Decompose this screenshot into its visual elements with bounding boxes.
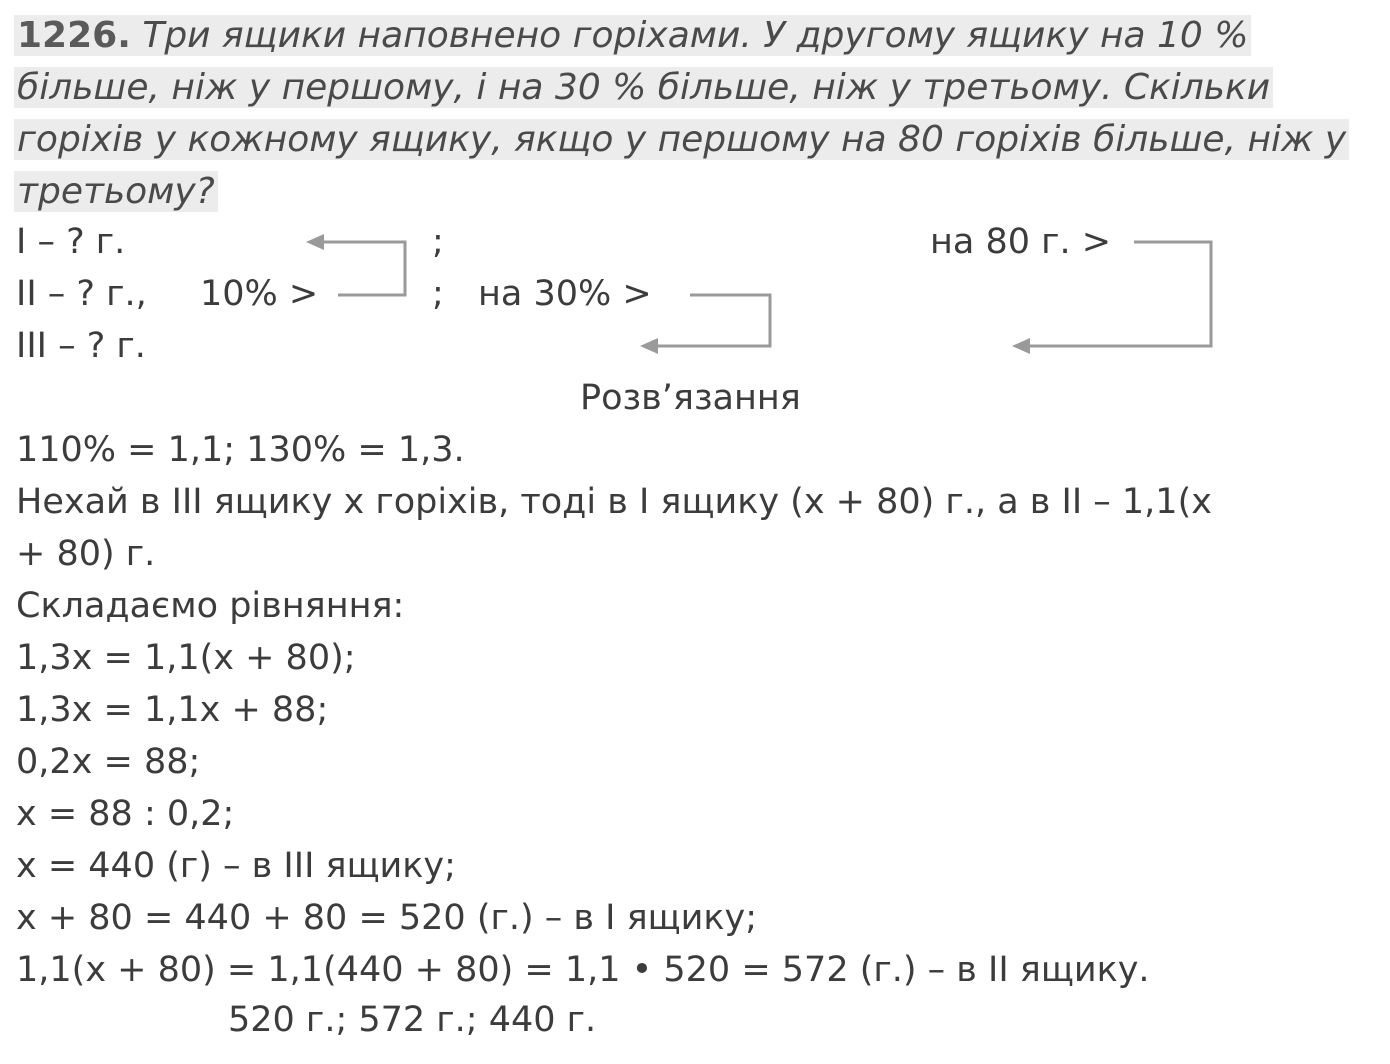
arrowhead-30-percent — [640, 338, 658, 354]
solution-line-1: 110% = 1,1; 130% = 1,3. — [16, 430, 465, 470]
solution-line-11: 1,1(х + 80) = 1,1(440 + 80) = 1,1 • 520 = 572 (г.) – в II ящику. — [16, 950, 1150, 990]
solution-line-7: 0,2х = 88; — [16, 742, 201, 782]
solution-line-2: Нехай в III ящику х горіхів, тоді в I ящику (х + 80) г., а в II – 1,1(х — [16, 482, 1212, 522]
scheme-row-3: III – ? г. — [16, 326, 146, 366]
arrow-30-percent — [656, 295, 770, 346]
scheme-semicolon-2: ; — [432, 274, 444, 314]
scheme-label-10-percent: 10% > — [200, 274, 319, 314]
solution-line-3: + 80) г. — [16, 534, 156, 574]
problem-number: 1226. — [17, 15, 131, 56]
solution-line-8: х = 88 : 0,2; — [16, 794, 235, 834]
scheme-row-2: II – ? г., — [16, 274, 147, 314]
solution-line-9: х = 440 (г) – в III ящику; — [16, 846, 456, 886]
scheme-label-30-percent: на 30% > — [478, 274, 652, 314]
problem-text: Три ящики наповнено горіхами. У другому ящику на 10 % більше, ніж у першому, і на 30 % більше, ніж у третьому. Скільки горіхів у кожному ящику, якщо у першому на 80 горіхів більше, ніж у третьому? — [17, 15, 1347, 212]
solution-line-5: 1,3х = 1,1(х + 80); — [16, 638, 356, 678]
scheme-label-80: на 80 г. > — [930, 222, 1112, 262]
arrow-80 — [1028, 242, 1211, 346]
arrowhead-10-percent — [306, 234, 324, 250]
scheme-semicolon-1: ; — [432, 222, 444, 262]
scheme-row-1: I – ? г. — [16, 222, 126, 262]
solution-line-4: Складаємо рівняння: — [16, 586, 405, 626]
arrowhead-80 — [1012, 338, 1030, 354]
solution-answer: 520 г.; 572 г.; 440 г. — [228, 1000, 597, 1040]
solution-heading: Розв’язання — [580, 378, 801, 418]
arrow-10-percent — [322, 242, 405, 295]
solution-line-6: 1,3х = 1,1х + 88; — [16, 690, 329, 730]
solution-line-10: х + 80 = 440 + 80 = 520 (г.) – в I ящику; — [16, 898, 758, 938]
